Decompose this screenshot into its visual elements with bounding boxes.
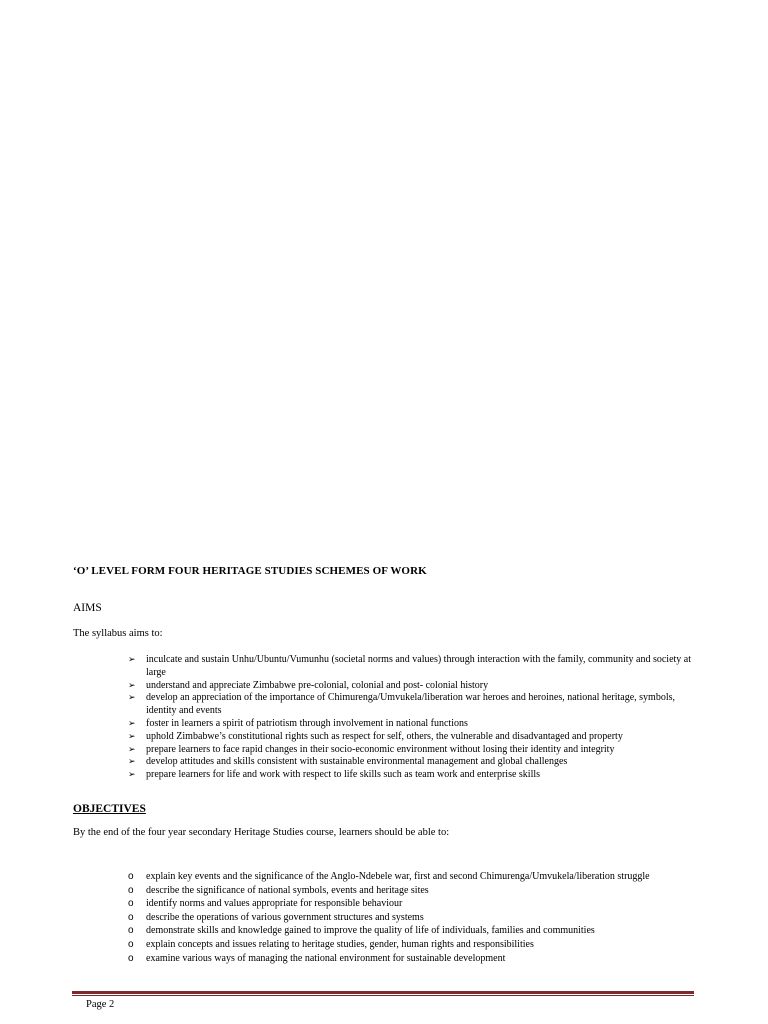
document-title: ‘O’ LEVEL FORM FOUR HERITAGE STUDIES SCHEMES OF WORK [73,565,427,577]
aims-list-item [128,692,698,718]
objectives-list-item [128,924,698,938]
arrowhead-bullet-icon: ➢ [128,770,136,781]
footer-divider-thick-line [72,991,694,994]
aims-intro: The syllabus aims to: [73,628,163,639]
footer-divider-thin-line [72,995,694,996]
arrowhead-bullet-icon: ➢ [128,744,136,755]
aims-list-item [128,769,698,782]
objectives-list-item [128,870,698,884]
objectives-list-item [128,952,698,966]
objective-item-text: explain concepts and issues relating to heritage studies, gender, human rights and responsibilities [146,938,534,950]
objective-item-text: identify norms and values appropriate for responsible behaviour [146,898,403,910]
footer-divider [72,991,694,996]
aims-list-item [128,731,698,744]
objective-item-text: describe the operations of various government structures and systems [146,911,424,923]
aims-item-text: uphold Zimbabwe’s constitutional rights such as respect for self, others, the vulnerable and disadvantaged and property [146,730,623,742]
circle-bullet-icon: o [128,884,134,896]
objectives-list [128,870,698,965]
circle-bullet-icon: o [128,938,134,950]
circle-bullet-icon: o [128,925,134,937]
objectives-list-item [128,884,698,898]
objective-item-text: examine various ways of managing the national environment for sustainable development [146,952,506,964]
arrowhead-bullet-icon: ➢ [128,731,136,742]
aims-list-item [128,654,698,680]
aims-item-text: develop attitudes and skills consistent with sustainable environmental management and global challenges [146,756,568,768]
objective-item-text: describe the significance of national symbols, events and heritage sites [146,884,429,896]
objectives-list-item [128,897,698,911]
objectives-heading: OBJECTIVES [73,803,146,815]
arrowhead-bullet-icon: ➢ [128,757,136,768]
aims-item-text: prepare learners for life and work with respect to life skills such as team work and enterprise skills [146,769,541,781]
aims-list-item [128,744,698,757]
page-number: Page 2 [86,999,115,1010]
aims-list-item [128,756,698,769]
objective-item-text: demonstrate skills and knowledge gained to improve the quality of life of individuals, families and communities [146,925,595,937]
aims-list [128,654,698,782]
aims-item-text: prepare learners to face rapid changes in their socio-economic environment without losing their identity and integrity [146,743,615,755]
objectives-list-item [128,911,698,925]
aims-list-item [128,680,698,693]
aims-item-text: understand and appreciate Zimbabwe pre-colonial, colonial and post- colonial history [146,679,489,691]
objectives-list-item [128,938,698,952]
circle-bullet-icon: o [128,898,134,910]
arrowhead-bullet-icon: ➢ [128,655,136,665]
objective-item-text: explain key events and the significance of the Anglo-Ndebele war, first and second Chimurenga/Umvukela/liberation struggle [146,871,650,882]
arrowhead-bullet-icon: ➢ [128,718,136,729]
circle-bullet-icon: o [128,952,134,964]
circle-bullet-icon: o [128,911,134,923]
aims-heading: AIMS [73,602,102,614]
arrowhead-bullet-icon: ➢ [128,680,136,691]
aims-item-text: inculcate and sustain Unhu/Ubuntu/Vumunhu (societal norms and values) through interaction with the family, community and society at large [146,654,692,678]
objectives-intro: By the end of the four year secondary Heritage Studies course, learners should be able to: [73,827,450,838]
circle-bullet-icon: o [128,871,134,882]
arrowhead-bullet-icon: ➢ [128,693,136,704]
aims-item-text: foster in learners a spirit of patriotism through involvement in national functions [146,717,468,729]
aims-list-item [128,718,698,731]
aims-item-text: develop an appreciation of the importance of Chimurenga/Umvukela/liberation war heroes and heroines, national heritage, symbols, identity and events [146,692,675,717]
